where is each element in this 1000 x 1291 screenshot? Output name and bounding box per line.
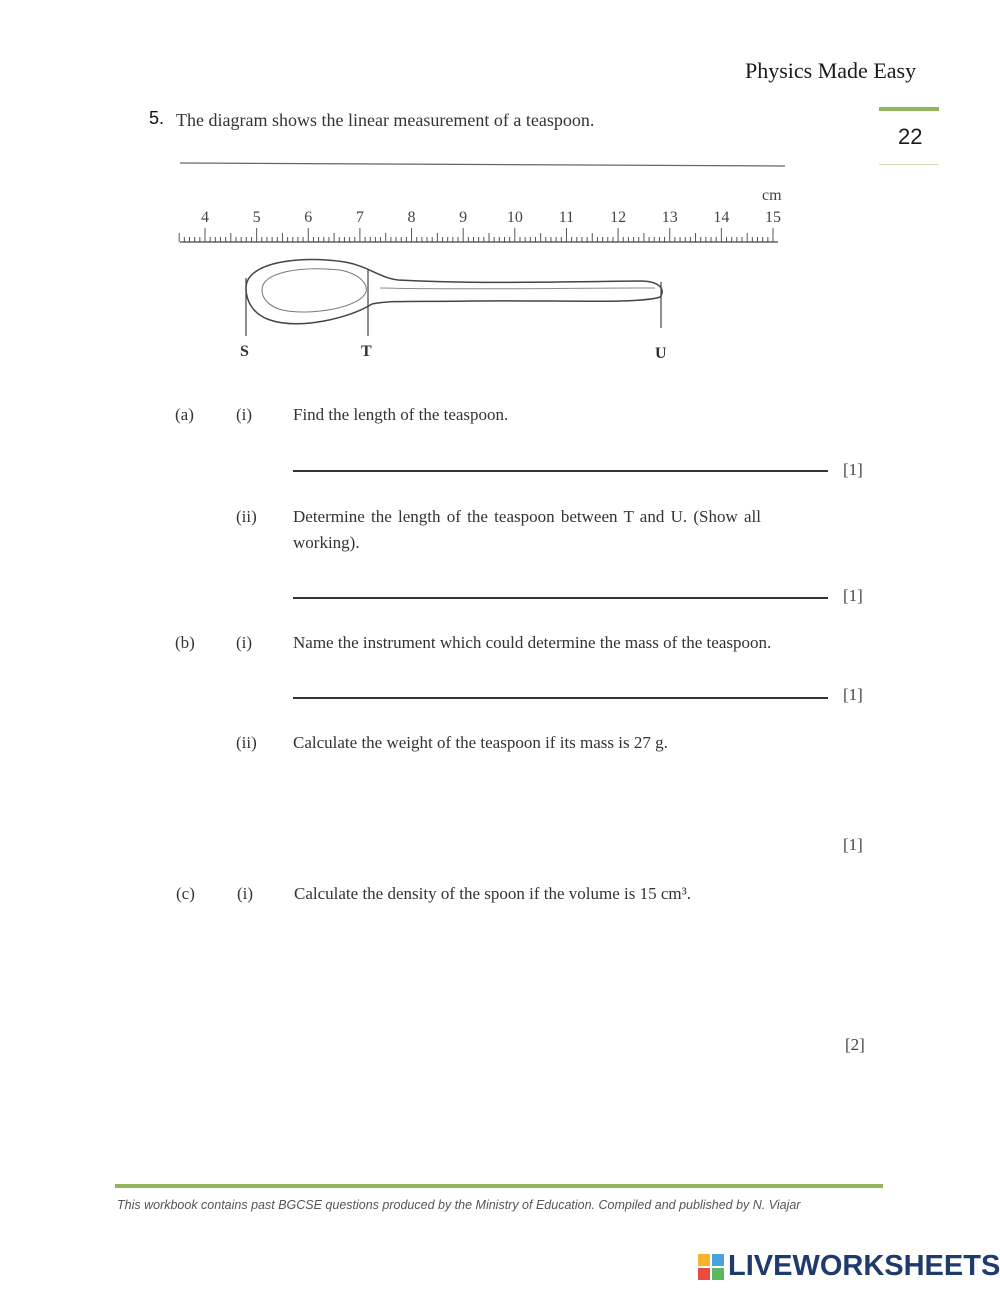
header-rule-top [879,107,939,111]
footer-note: This workbook contains past BGCSE questions produced by the Ministry of Education. Compiled and published by N. Viajar [117,1198,801,1212]
part-a-i-text: Find the length of the teaspoon. [293,405,509,424]
ruler-label: 7 [355,209,364,226]
page-number: 22 [898,124,923,149]
point-label-t: T [361,343,372,360]
ruler-label: 8 [407,209,416,226]
part-b-i-label: (i) [236,633,253,652]
part-a-ii-text-line2: working). [293,533,360,552]
answer-line-a-i[interactable] [293,470,828,472]
part-a-label: (a) [175,405,194,424]
diagram-top-line [180,163,785,166]
point-label-s: S [240,343,249,360]
mark-b-i: [1] [843,685,863,704]
part-b-ii-text: Calculate the weight of the teaspoon if its mass is 27 g. [293,733,668,752]
mark-a-i: [1] [843,460,863,479]
part-c-i-text: Calculate the density of the spoon if the volume is 15 cm³. [294,884,691,903]
part-c-i-label: (i) [237,884,254,903]
mark-b-ii: [1] [843,835,863,854]
liveworksheets-brand[interactable]: LIVEWORKSHEETS [728,1250,1000,1282]
teaspoon-handle-inner [380,288,655,289]
ruler-label: 9 [459,209,468,226]
part-c-label: (c) [176,884,195,903]
point-label-u: U [655,345,667,362]
ruler-label: 4 [201,209,209,226]
ruler-label: 12 [610,209,627,226]
liveworksheets-logo-icon [698,1254,724,1280]
ruler-label: 6 [304,209,313,226]
part-b-ii-label: (ii) [236,733,257,752]
ruler-ticks [179,228,773,242]
mark-a-ii: [1] [843,586,863,605]
answer-line-a-ii[interactable] [293,597,828,599]
ruler-label: 13 [661,209,678,226]
question-number: 5. [149,108,165,128]
ruler-label: 5 [252,209,261,226]
ruler-label: 10 [506,209,523,226]
header-title: Physics Made Easy [745,58,917,83]
ruler-spoon-diagram [0,150,1000,380]
mark-c-i: [2] [845,1035,865,1054]
part-b-i-text: Name the instrument which could determine the mass of the teaspoon. [293,633,772,652]
ruler-unit: cm [762,187,782,204]
ruler-label: 14 [713,209,730,226]
ruler-labels [201,209,781,226]
question-intro: The diagram shows the linear measurement of a teaspoon. [176,110,595,130]
ruler-label: 15 [765,209,781,226]
part-a-i-label: (i) [236,405,253,424]
answer-line-b-i[interactable] [293,697,828,699]
part-b-label: (b) [175,633,195,652]
part-a-ii-label: (ii) [236,507,257,526]
ruler-label: 11 [558,209,575,226]
part-a-ii-text-line1: Determine the length of the teaspoon between T and U. (Show all [293,507,761,526]
footer-rule [115,1184,883,1188]
teaspoon-inner [262,269,366,312]
